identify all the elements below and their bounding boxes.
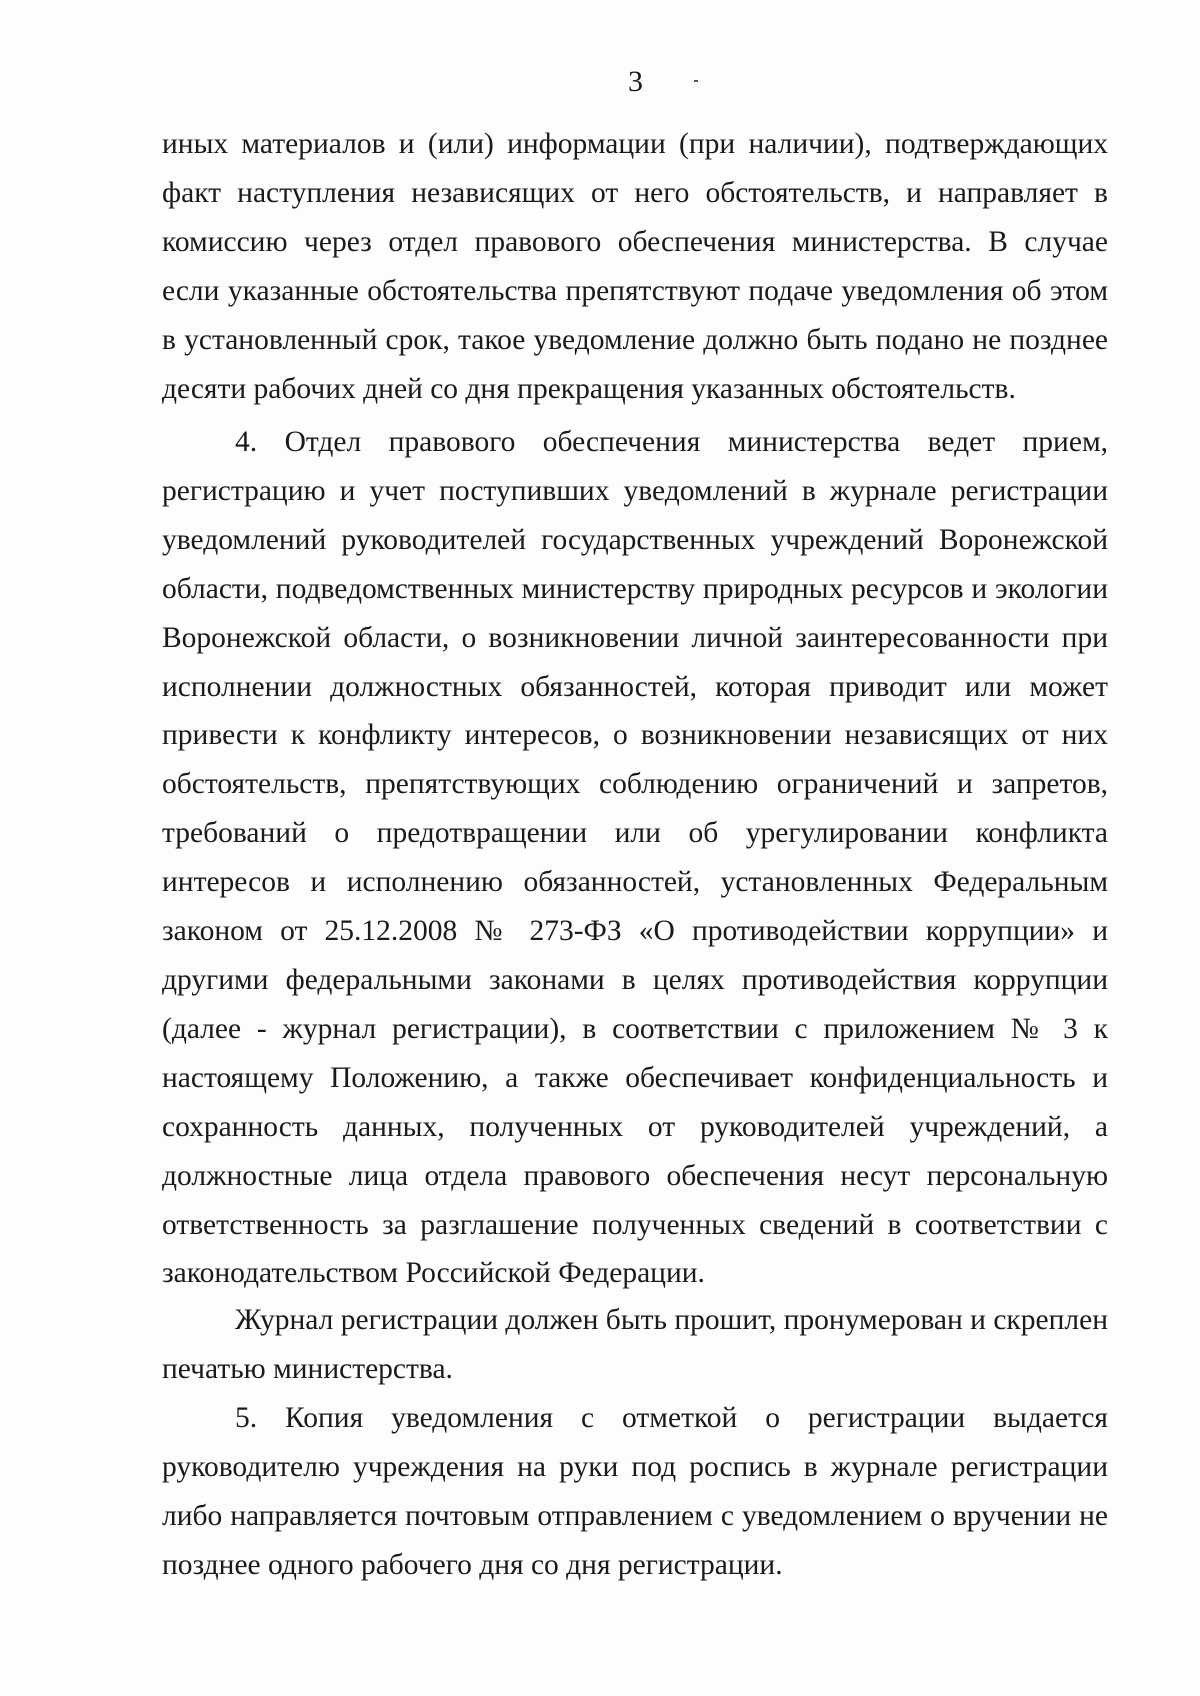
page-number: 3	[628, 65, 643, 98]
paragraph-item-4	[162, 418, 1108, 1298]
paragraph-text: 5. Копия уведомления с отметкой о регистрации выдается руководителю учреждения на руки под роспись в журнале регистрации либо направляется почтовым отправлением с уведомлением о вручении не позднее одного рабочего дня со дня регистрации.	[162, 1402, 1108, 1581]
paragraph-text: 4. Отдел правового обеспечения министерства ведет прием, регистрацию и учет поступивших уведомлений в журнале регистрации уведомлений руководителей государственных учреждений Воронежской области, подведомственных министерству природных ресурсов и экологии Воронежской области, о возникновении личной заинтересованности при исполнении должностных обязанностей, которая приводит или может привести к конфликту интересов, о возникновении независящих от них обстоятельств, препятствующих соблюдению ограничений и запретов, требований о предотвращении или об урегулировании конфликта интересов и исполнению обязанностей, установленных Федеральным законом от 25.12.2008 № 273-ФЗ «О противодействии коррупции» и другими федеральными законами в целях противодействия коррупции (далее - журнал регистрации), в соответствии с приложением № 3 к настоящему Положению, а также обеспечивает конфиденциальность и сохранность данных, полученных от руководителей учреждений, а должностные лица отдела правового обеспечения несут персональную ответственность за разглашение полученных сведений в соответствии с законодательством Российской Федерации.	[162, 426, 1108, 1290]
scan-artifact	[694, 80, 698, 82]
paragraph-item-5	[162, 1394, 1108, 1590]
paragraph-text: Журнал регистрации должен быть прошит, пронумерован и скреплен печатью министерства.	[162, 1304, 1108, 1385]
paragraph-text: иных материалов и (или) информации (при наличии), подтверждающих факт наступления независящих от него обстоятельств, и направляет в комиссию через отдел правового обеспечения министерства. В случае если указанные обстоятельства препятствуют подаче уведомления об этом в установленный срок, такое уведомление должно быть подано не позднее десяти рабочих дней со дня прекращения указанных обстоятельств.	[162, 128, 1108, 405]
paragraph-continuation	[162, 120, 1108, 413]
paragraph-journal-note	[162, 1296, 1108, 1394]
